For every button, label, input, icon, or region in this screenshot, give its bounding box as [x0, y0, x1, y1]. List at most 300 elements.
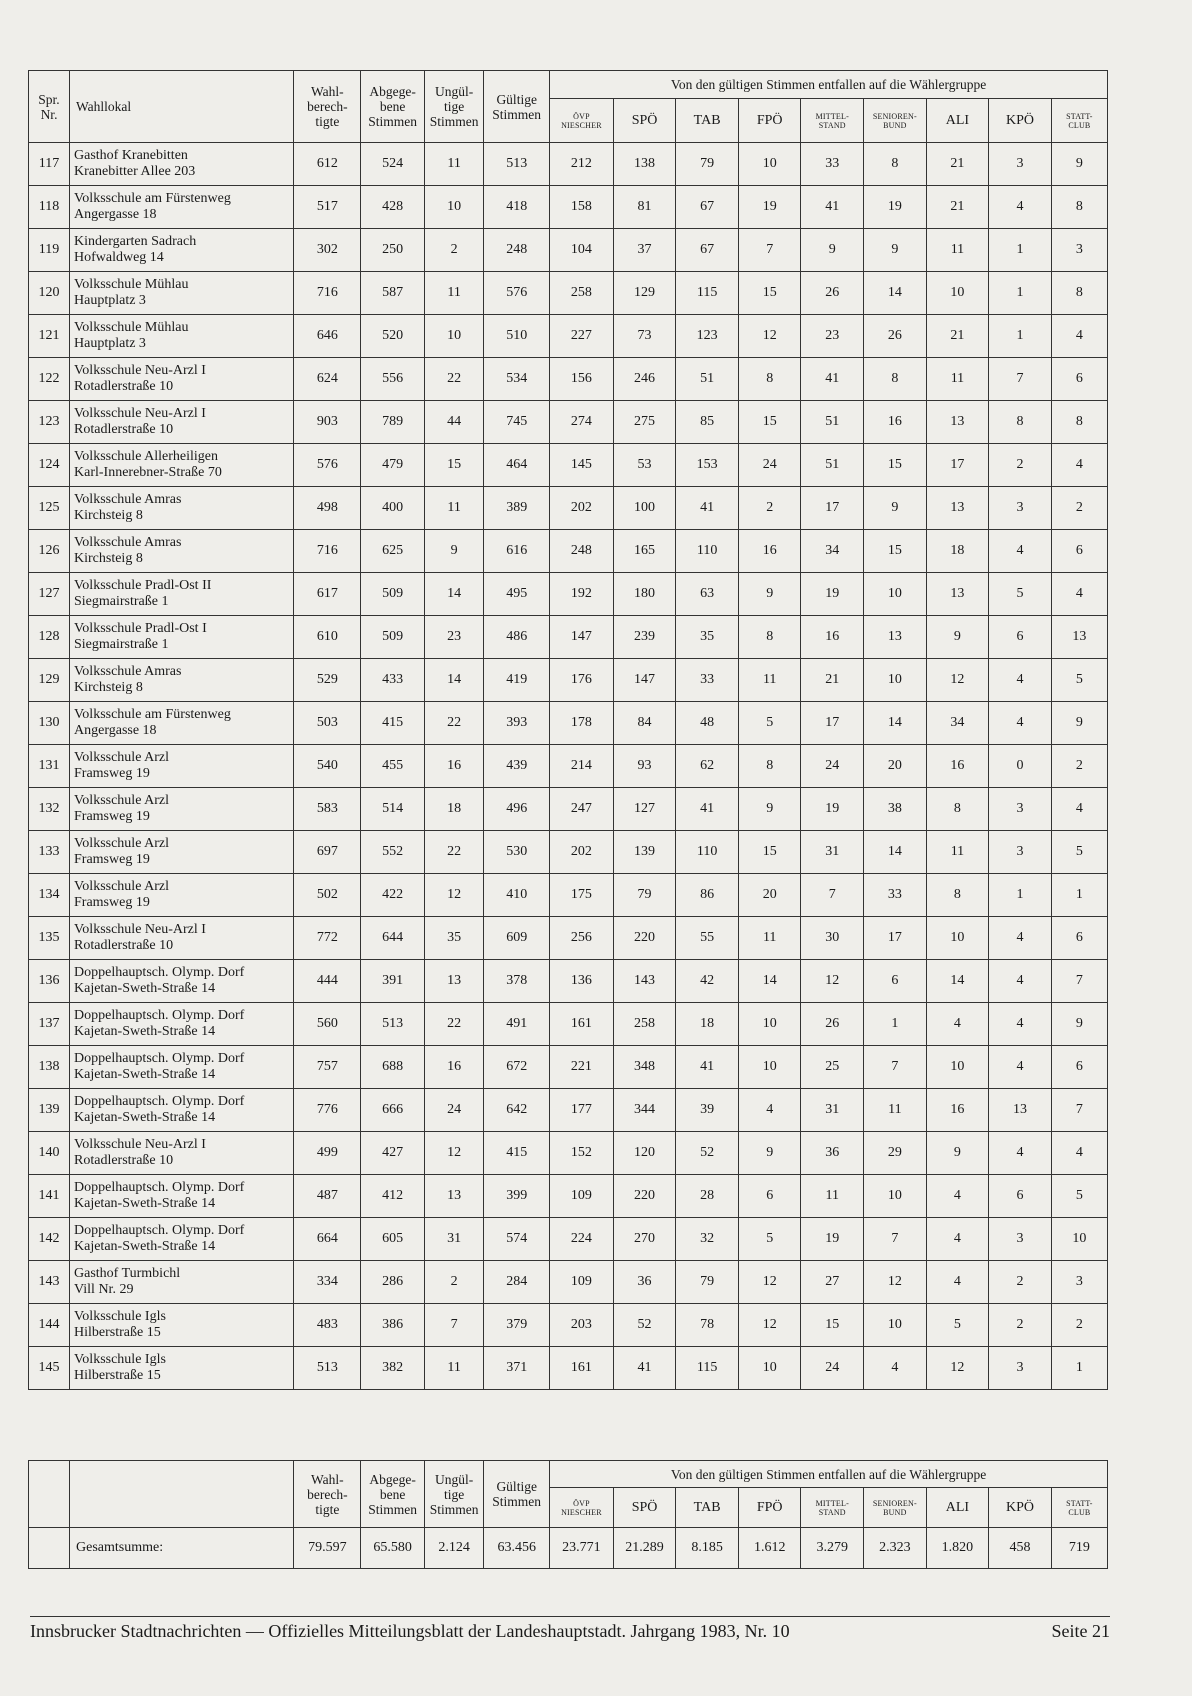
vote-count: 63	[676, 573, 739, 616]
vote-count: 16	[738, 530, 801, 573]
vote-count: 12	[926, 1347, 989, 1390]
vote-count: 556	[361, 358, 425, 401]
vote-count: 31	[801, 831, 864, 874]
vote-count: 664	[294, 1218, 361, 1261]
polling-station-name: Volksschule Neu-Arzl I	[74, 922, 206, 937]
polling-station-address: Vill Nr. 29	[74, 1282, 134, 1297]
vote-count: 509	[361, 616, 425, 659]
table-row	[29, 831, 1108, 874]
row-number: 126	[29, 530, 70, 573]
vote-count: 23	[424, 616, 483, 659]
row-number: 138	[29, 1046, 70, 1089]
vote-count: 386	[361, 1304, 425, 1347]
vote-count: 12	[864, 1261, 927, 1304]
vote-count: 2	[989, 1261, 1052, 1304]
vote-count: 503	[294, 702, 361, 745]
summary-value: 79.597	[294, 1528, 361, 1569]
vote-count: 41	[801, 358, 864, 401]
vote-count: 642	[484, 1089, 550, 1132]
vote-count: 41	[676, 487, 739, 530]
vote-count: 33	[801, 143, 864, 186]
vote-count: 378	[484, 960, 550, 1003]
vote-count: 28	[676, 1175, 739, 1218]
vote-count: 258	[550, 272, 614, 315]
vote-count: 62	[676, 745, 739, 788]
vote-count: 16	[801, 616, 864, 659]
vote-count: 14	[424, 659, 483, 702]
vote-count: 18	[926, 530, 989, 573]
vote-count: 81	[613, 186, 676, 229]
row-number: 143	[29, 1261, 70, 1304]
vote-count: 552	[361, 831, 425, 874]
vote-count: 1	[989, 229, 1052, 272]
header-wahlberechtigte: Wahl- berech- tigte	[294, 71, 361, 143]
vote-count: 15	[738, 831, 801, 874]
vote-count: 202	[550, 831, 614, 874]
vote-count: 115	[676, 1347, 739, 1390]
polling-station-address: Kajetan-Sweth-Straße 14	[74, 1110, 216, 1125]
header-party: FPÖ	[738, 99, 801, 143]
vote-count: 617	[294, 573, 361, 616]
vote-count: 3	[1051, 229, 1107, 272]
vote-count: 16	[864, 401, 927, 444]
vote-count: 13	[1051, 616, 1107, 659]
vote-count: 19	[864, 186, 927, 229]
table-row	[29, 1046, 1108, 1089]
vote-count: 120	[613, 1132, 676, 1175]
vote-count: 16	[926, 745, 989, 788]
vote-count: 10	[864, 1304, 927, 1347]
polling-station-address: Rotadlerstraße 10	[74, 1153, 174, 1168]
vote-count: 1	[989, 315, 1052, 358]
vote-count: 17	[864, 917, 927, 960]
vote-count: 147	[613, 659, 676, 702]
table-row	[29, 1175, 1108, 1218]
polling-station	[70, 1218, 294, 1261]
vote-count: 192	[550, 573, 614, 616]
vote-count: 1	[989, 272, 1052, 315]
vote-count: 517	[294, 186, 361, 229]
vote-count: 10	[738, 1003, 801, 1046]
vote-count: 6	[1051, 530, 1107, 573]
vote-count: 8	[1051, 186, 1107, 229]
polling-station	[70, 702, 294, 745]
vote-count: 55	[676, 917, 739, 960]
polling-station	[70, 1304, 294, 1347]
vote-count: 418	[484, 186, 550, 229]
vote-count: 110	[676, 831, 739, 874]
vote-count: 17	[801, 702, 864, 745]
vote-count: 410	[484, 874, 550, 917]
vote-count: 9	[926, 616, 989, 659]
vote-count: 177	[550, 1089, 614, 1132]
vote-count: 274	[550, 401, 614, 444]
polling-station	[70, 1261, 294, 1304]
vote-count: 587	[361, 272, 425, 315]
vote-count: 22	[424, 831, 483, 874]
vote-count: 22	[424, 1003, 483, 1046]
vote-count: 697	[294, 831, 361, 874]
header-party: SENIOREN- BUND	[864, 99, 927, 143]
polling-station-address: Kirchsteig 8	[74, 551, 143, 566]
vote-count: 275	[613, 401, 676, 444]
vote-count: 10	[424, 315, 483, 358]
vote-count: 35	[424, 917, 483, 960]
vote-count: 84	[613, 702, 676, 745]
vote-count: 10	[864, 573, 927, 616]
vote-count: 1	[864, 1003, 927, 1046]
table-row	[29, 143, 1108, 186]
table-row	[29, 487, 1108, 530]
vote-count: 4	[989, 659, 1052, 702]
vote-count: 247	[550, 788, 614, 831]
vote-count: 93	[613, 745, 676, 788]
row-number: 129	[29, 659, 70, 702]
table-row	[29, 530, 1108, 573]
row-number: 142	[29, 1218, 70, 1261]
vote-count: 433	[361, 659, 425, 702]
summary-header-party: SENIOREN- BUND	[864, 1488, 927, 1528]
vote-count: 3	[989, 831, 1052, 874]
vote-count: 513	[294, 1347, 361, 1390]
polling-station	[70, 1003, 294, 1046]
summary-table	[28, 1460, 1108, 1569]
row-number: 125	[29, 487, 70, 530]
vote-count: 11	[926, 831, 989, 874]
vote-count: 15	[738, 272, 801, 315]
polling-station-name: Doppelhauptsch. Olymp. Dorf	[74, 1223, 245, 1238]
vote-count: 67	[676, 186, 739, 229]
vote-count: 9	[1051, 1003, 1107, 1046]
summary-header-party: ALI	[926, 1488, 989, 1528]
summary-header-group-caption: Von den gültigen Stimmen entfallen auf die Wählergruppe	[550, 1461, 1108, 1488]
table-row	[29, 272, 1108, 315]
vote-count: 41	[613, 1347, 676, 1390]
vote-count: 221	[550, 1046, 614, 1089]
polling-station-name: Gasthof Kranebitten	[74, 148, 188, 163]
polling-station-address: Framsweg 19	[74, 852, 150, 867]
vote-count: 6	[1051, 358, 1107, 401]
row-number: 124	[29, 444, 70, 487]
vote-count: 529	[294, 659, 361, 702]
polling-station-address: Rotadlerstraße 10	[74, 379, 174, 394]
footer-publication: Innsbrucker Stadtnachrichten — Offizielles Mitteilungsblatt der Landeshauptstadt. Jahrgang 1983, Nr. 10	[30, 1621, 790, 1641]
vote-count: 371	[484, 1347, 550, 1390]
polling-station-name: Doppelhauptsch. Olymp. Dorf	[74, 1094, 245, 1109]
header-spr-nr: Spr. Nr.	[29, 71, 70, 143]
vote-count: 9	[1051, 702, 1107, 745]
row-number: 118	[29, 186, 70, 229]
vote-count: 8	[864, 143, 927, 186]
table-row	[29, 616, 1108, 659]
vote-count: 4	[1051, 1132, 1107, 1175]
vote-count: 26	[864, 315, 927, 358]
vote-count: 13	[989, 1089, 1052, 1132]
vote-count: 14	[864, 702, 927, 745]
row-number: 122	[29, 358, 70, 401]
vote-count: 9	[864, 487, 927, 530]
vote-count: 11	[424, 487, 483, 530]
vote-count: 15	[864, 530, 927, 573]
vote-count: 20	[864, 745, 927, 788]
summary-value: 2.323	[864, 1528, 927, 1569]
vote-count: 176	[550, 659, 614, 702]
vote-count: 8	[926, 874, 989, 917]
row-number: 131	[29, 745, 70, 788]
vote-count: 39	[676, 1089, 739, 1132]
vote-count: 227	[550, 315, 614, 358]
vote-count: 220	[613, 1175, 676, 1218]
vote-count: 12	[738, 315, 801, 358]
polling-station	[70, 444, 294, 487]
vote-count: 156	[550, 358, 614, 401]
summary-value: 3.279	[801, 1528, 864, 1569]
polling-station	[70, 143, 294, 186]
vote-count: 248	[484, 229, 550, 272]
vote-count: 7	[801, 874, 864, 917]
vote-count: 12	[738, 1261, 801, 1304]
vote-count: 224	[550, 1218, 614, 1261]
row-number: 136	[29, 960, 70, 1003]
polling-station-address: Framsweg 19	[74, 766, 150, 781]
vote-count: 2	[1051, 1304, 1107, 1347]
header-ungueltige: Ungül- tige Stimmen	[424, 71, 483, 143]
vote-count: 4	[989, 1003, 1052, 1046]
vote-count: 610	[294, 616, 361, 659]
vote-count: 4	[989, 917, 1052, 960]
table-row	[29, 1218, 1108, 1261]
summary-empty-cell	[70, 1461, 294, 1528]
vote-count: 688	[361, 1046, 425, 1089]
row-number: 140	[29, 1132, 70, 1175]
polling-station-address: Kranebitter Allee 203	[74, 164, 196, 179]
row-number: 132	[29, 788, 70, 831]
summary-header-gueltige: Gültige Stimmen	[484, 1461, 550, 1528]
vote-count: 35	[676, 616, 739, 659]
table-row	[29, 444, 1108, 487]
vote-count: 5	[1051, 831, 1107, 874]
summary-header-abgegebene: Abgege- bene Stimmen	[361, 1461, 425, 1528]
vote-count: 776	[294, 1089, 361, 1132]
vote-count: 4	[864, 1347, 927, 1390]
vote-count: 8	[1051, 401, 1107, 444]
vote-count: 9	[738, 788, 801, 831]
vote-count: 36	[613, 1261, 676, 1304]
vote-count: 67	[676, 229, 739, 272]
table-row	[29, 1304, 1108, 1347]
vote-count: 428	[361, 186, 425, 229]
vote-count: 152	[550, 1132, 614, 1175]
vote-count: 18	[424, 788, 483, 831]
vote-count: 7	[738, 229, 801, 272]
table-row	[29, 745, 1108, 788]
polling-station	[70, 530, 294, 573]
row-number: 120	[29, 272, 70, 315]
vote-count: 16	[424, 1046, 483, 1089]
vote-count: 716	[294, 530, 361, 573]
vote-count: 3	[989, 1347, 1052, 1390]
summary-value: 2.124	[424, 1528, 483, 1569]
polling-station	[70, 487, 294, 530]
vote-count: 31	[424, 1218, 483, 1261]
vote-count: 6	[864, 960, 927, 1003]
polling-station	[70, 1046, 294, 1089]
vote-count: 127	[613, 788, 676, 831]
vote-count: 9	[801, 229, 864, 272]
polling-station-address: Kajetan-Sweth-Straße 14	[74, 1024, 216, 1039]
polling-station-name: Volksschule Allerheiligen	[74, 449, 218, 464]
polling-station-name: Volksschule Pradl-Ost II	[74, 578, 212, 593]
vote-count: 10	[926, 1046, 989, 1089]
vote-count: 158	[550, 186, 614, 229]
vote-count: 256	[550, 917, 614, 960]
vote-count: 455	[361, 745, 425, 788]
vote-count: 7	[864, 1218, 927, 1261]
vote-count: 7	[864, 1046, 927, 1089]
vote-count: 399	[484, 1175, 550, 1218]
vote-count: 13	[424, 1175, 483, 1218]
vote-count: 19	[801, 1218, 864, 1261]
table-row	[29, 788, 1108, 831]
vote-count: 412	[361, 1175, 425, 1218]
table-row	[29, 573, 1108, 616]
vote-count: 123	[676, 315, 739, 358]
vote-count: 12	[801, 960, 864, 1003]
table-row	[29, 315, 1108, 358]
polling-station-name: Doppelhauptsch. Olymp. Dorf	[74, 1180, 245, 1195]
polling-station-name: Volksschule Mühlau	[74, 277, 189, 292]
vote-count: 496	[484, 788, 550, 831]
vote-count: 21	[801, 659, 864, 702]
summary-header-party: ÖVP NIESCHER	[550, 1488, 614, 1528]
row-number: 145	[29, 1347, 70, 1390]
vote-count: 644	[361, 917, 425, 960]
vote-count: 2	[424, 229, 483, 272]
header-party: TAB	[676, 99, 739, 143]
row-number: 128	[29, 616, 70, 659]
vote-count: 12	[926, 659, 989, 702]
footer-page-number: Seite 21	[1051, 1621, 1110, 1641]
polling-station-name: Volksschule Mühlau	[74, 320, 189, 335]
vote-count: 11	[424, 272, 483, 315]
polling-station-address: Framsweg 19	[74, 809, 150, 824]
vote-count: 11	[926, 229, 989, 272]
vote-count: 51	[801, 401, 864, 444]
vote-count: 540	[294, 745, 361, 788]
vote-count: 3	[989, 788, 1052, 831]
vote-count: 161	[550, 1003, 614, 1046]
row-number: 135	[29, 917, 70, 960]
polling-station-address: Angergasse 18	[74, 207, 157, 222]
vote-count: 14	[864, 831, 927, 874]
vote-count: 17	[926, 444, 989, 487]
polling-station-name: Volksschule Arzl	[74, 793, 170, 808]
polling-station	[70, 229, 294, 272]
vote-count: 514	[361, 788, 425, 831]
vote-count: 73	[613, 315, 676, 358]
vote-count: 379	[484, 1304, 550, 1347]
vote-count: 26	[801, 272, 864, 315]
row-number: 121	[29, 315, 70, 358]
vote-count: 109	[550, 1175, 614, 1218]
vote-count: 31	[801, 1089, 864, 1132]
vote-count: 745	[484, 401, 550, 444]
polling-station	[70, 272, 294, 315]
vote-count: 560	[294, 1003, 361, 1046]
row-number: 139	[29, 1089, 70, 1132]
vote-count: 524	[361, 143, 425, 186]
vote-count: 4	[926, 1175, 989, 1218]
vote-count: 10	[864, 659, 927, 702]
polling-station-name: Volksschule Neu-Arzl I	[74, 406, 206, 421]
vote-count: 10	[864, 1175, 927, 1218]
vote-count: 510	[484, 315, 550, 358]
vote-count: 79	[613, 874, 676, 917]
polling-station	[70, 315, 294, 358]
vote-count: 8	[926, 788, 989, 831]
polling-station-address: Hilberstraße 15	[74, 1368, 161, 1383]
vote-count: 109	[550, 1261, 614, 1304]
vote-count: 4	[989, 186, 1052, 229]
vote-count: 2	[1051, 745, 1107, 788]
vote-count: 239	[613, 616, 676, 659]
vote-count: 41	[676, 788, 739, 831]
vote-count: 41	[676, 1046, 739, 1089]
vote-count: 4	[1051, 573, 1107, 616]
polling-station-address: Siegmairstraße 1	[74, 594, 169, 609]
vote-count: 7	[1051, 1089, 1107, 1132]
polling-station-name: Volksschule Amras	[74, 664, 182, 679]
vote-count: 530	[484, 831, 550, 874]
vote-count: 583	[294, 788, 361, 831]
vote-count: 20	[738, 874, 801, 917]
vote-count: 53	[613, 444, 676, 487]
vote-count: 145	[550, 444, 614, 487]
polling-station	[70, 401, 294, 444]
table-row	[29, 917, 1108, 960]
vote-count: 1	[1051, 1347, 1107, 1390]
vote-count: 2	[989, 1304, 1052, 1347]
vote-count: 4	[989, 530, 1052, 573]
vote-count: 6	[1051, 917, 1107, 960]
vote-count: 439	[484, 745, 550, 788]
vote-count: 32	[676, 1218, 739, 1261]
polling-station-address: Rotadlerstraße 10	[74, 938, 174, 953]
header-party: MITTEL- STAND	[801, 99, 864, 143]
vote-count: 52	[613, 1304, 676, 1347]
vote-count: 27	[801, 1261, 864, 1304]
polling-station-address: Framsweg 19	[74, 895, 150, 910]
table-row	[29, 1003, 1108, 1046]
vote-count: 6	[738, 1175, 801, 1218]
vote-count: 48	[676, 702, 739, 745]
row-number: 119	[29, 229, 70, 272]
vote-count: 464	[484, 444, 550, 487]
summary-value: 1.820	[926, 1528, 989, 1569]
vote-count: 6	[989, 1175, 1052, 1218]
summary-header-party: STATT- CLUB	[1051, 1488, 1107, 1528]
vote-count: 576	[484, 272, 550, 315]
polling-station	[70, 788, 294, 831]
vote-count: 25	[801, 1046, 864, 1089]
vote-count: 415	[361, 702, 425, 745]
vote-count: 52	[676, 1132, 739, 1175]
header-party: KPÖ	[989, 99, 1052, 143]
vote-count: 15	[801, 1304, 864, 1347]
vote-count: 5	[738, 702, 801, 745]
vote-count: 14	[738, 960, 801, 1003]
vote-count: 270	[613, 1218, 676, 1261]
